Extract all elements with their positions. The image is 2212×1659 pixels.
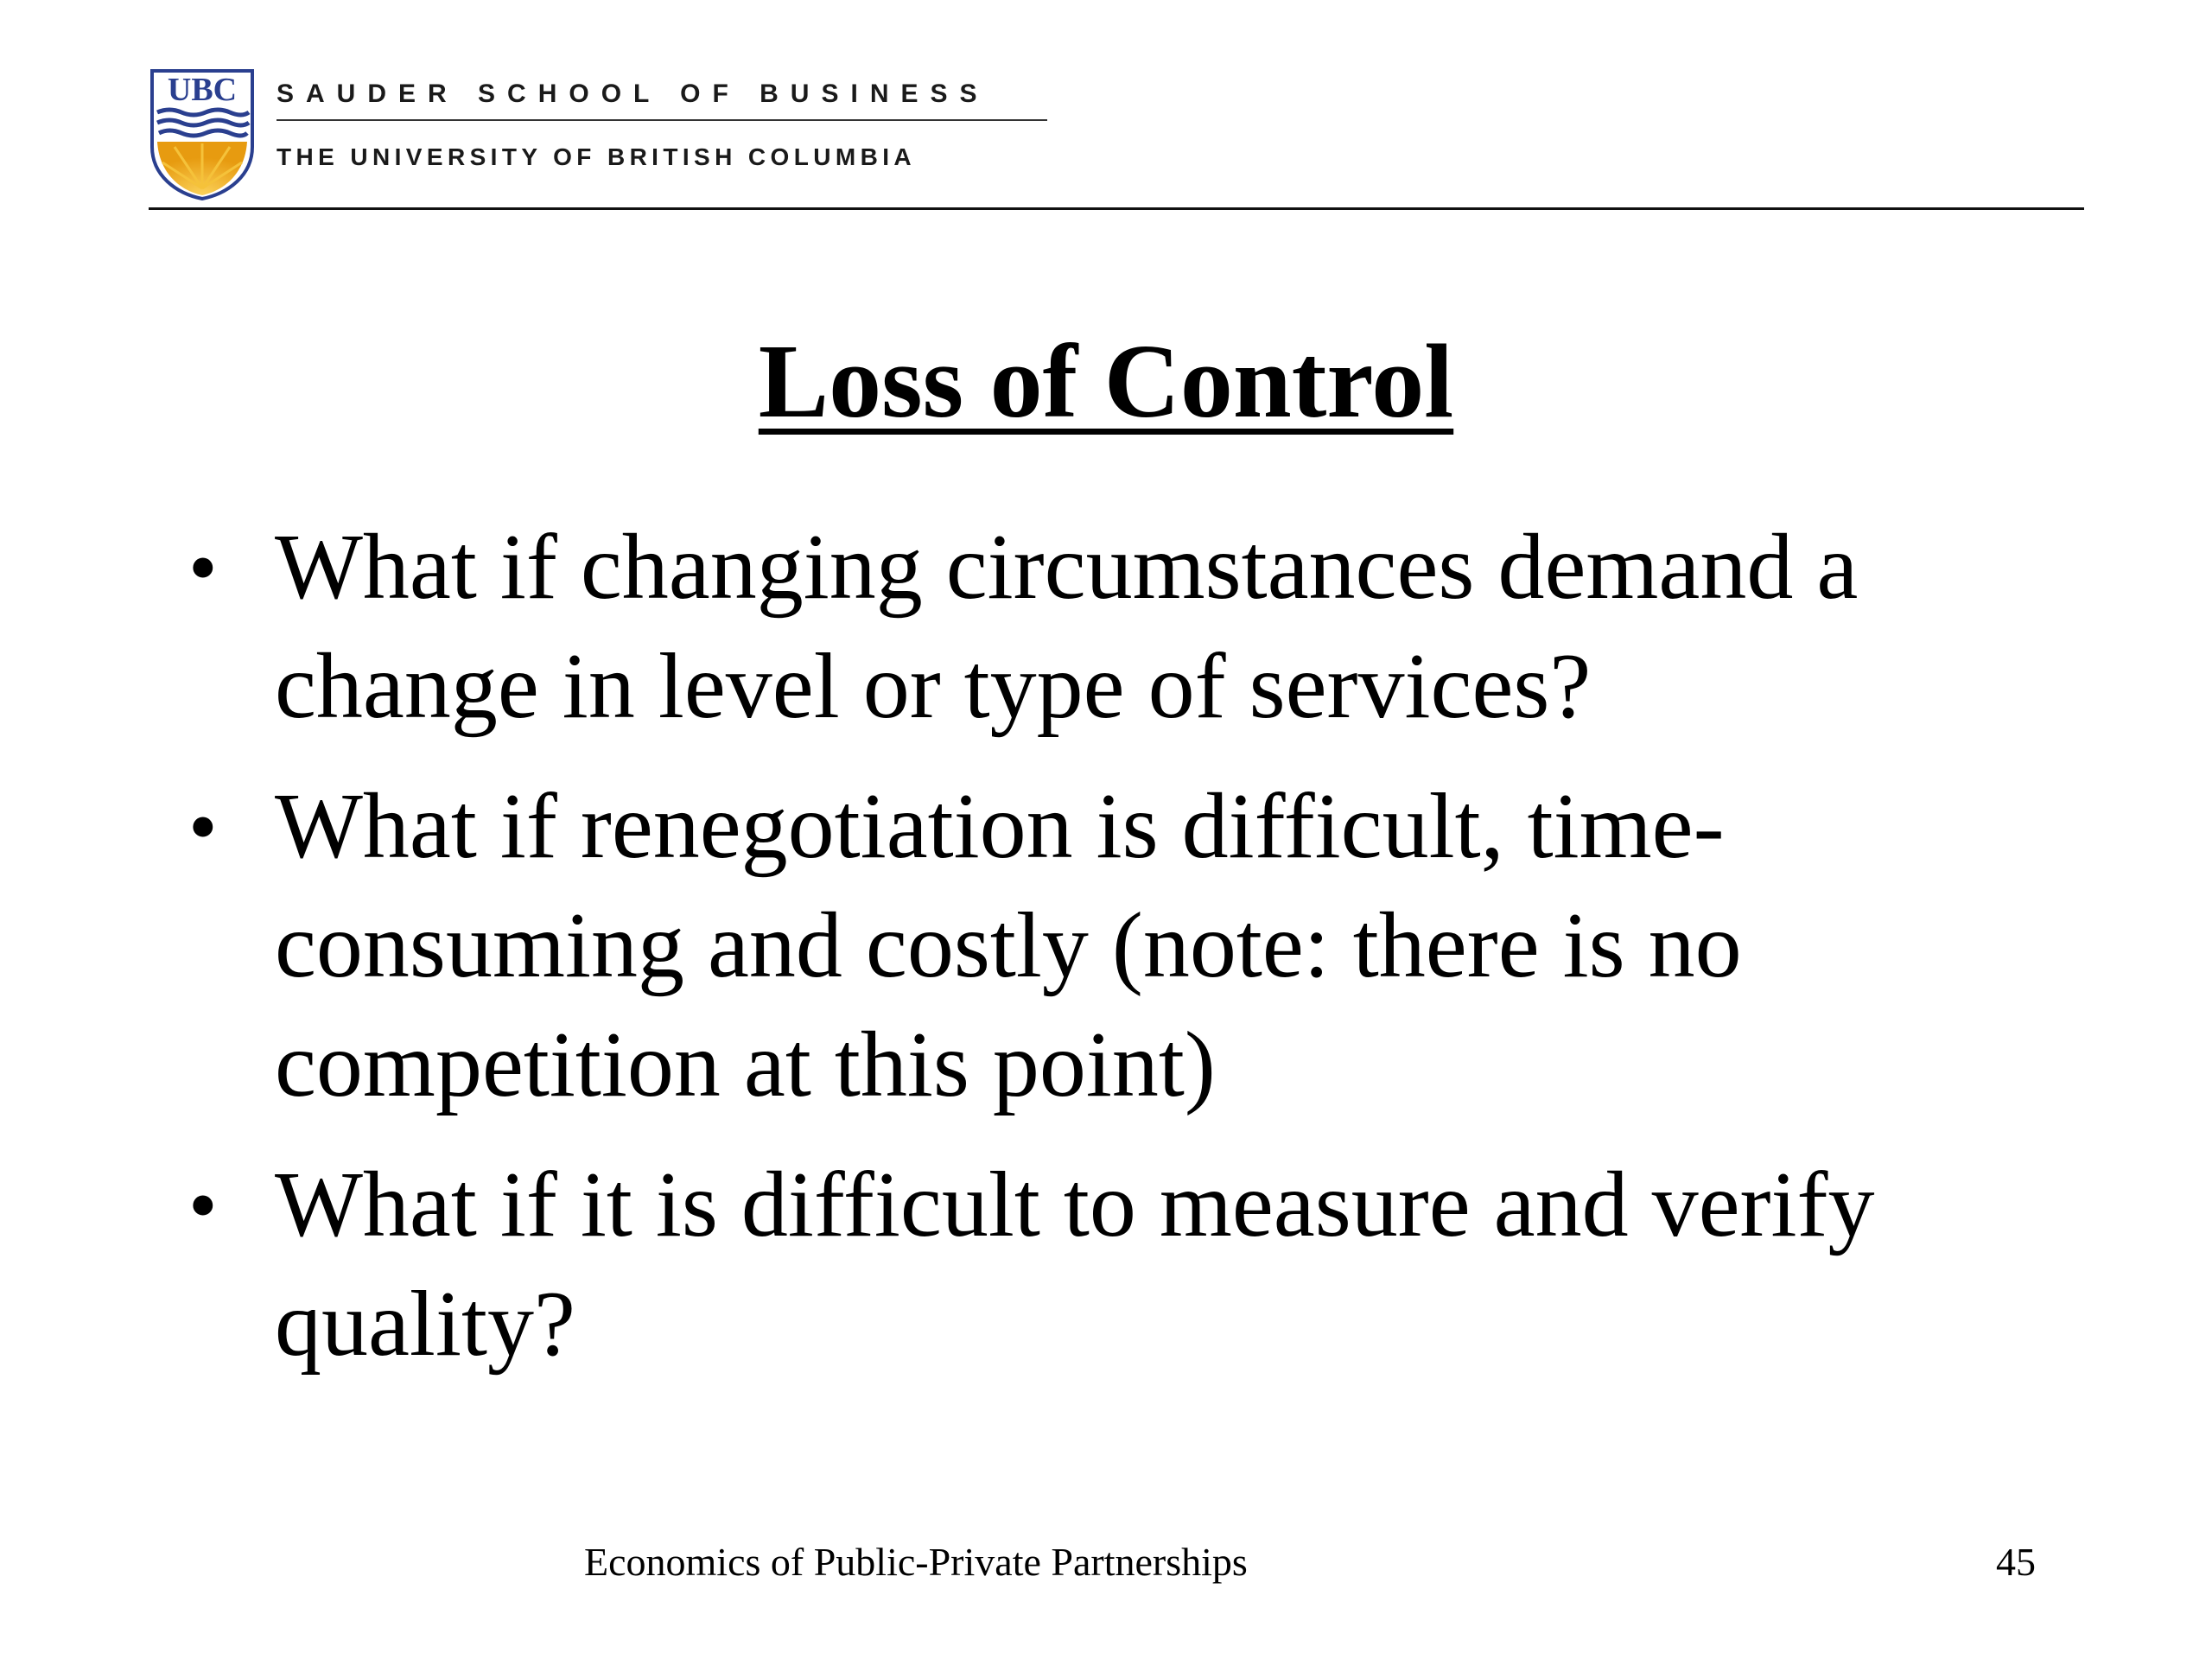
footer-title: Economics of Public-Private Partnerships — [584, 1540, 1248, 1584]
bullet-list — [188, 508, 2037, 1405]
bullet-item — [188, 1146, 2037, 1384]
page-number: 45 — [1996, 1540, 2036, 1584]
ubc-crest-logo — [149, 67, 256, 201]
bullet-item — [188, 767, 2037, 1125]
header-rule — [149, 207, 2084, 210]
bullet-dot-icon: • — [188, 521, 218, 613]
bullet-text: What if changing circumstances demand a change in level or type of services? — [275, 516, 1859, 738]
bullet-dot-icon: • — [188, 1159, 218, 1251]
bullet-dot-icon: • — [188, 780, 218, 873]
slide-title-text: Loss of Control — [758, 323, 1454, 440]
bullet-text: What if renegotiation is difficult, time-consuming and costly (note: there is no competition at this point) — [275, 775, 1742, 1116]
slide-header — [149, 67, 2084, 207]
university-name: THE UNIVERSITY OF BRITISH COLUMBIA — [276, 143, 916, 170]
bullet-item — [188, 508, 2037, 747]
school-name: SAUDER SCHOOL OF BUSINESS — [276, 79, 989, 108]
crest-ubc-text: UBC — [167, 72, 238, 108]
header-divider — [276, 119, 1047, 121]
slide-title — [0, 321, 2212, 442]
bullet-text: What if it is difficult to measure and verify quality? — [275, 1154, 1875, 1376]
